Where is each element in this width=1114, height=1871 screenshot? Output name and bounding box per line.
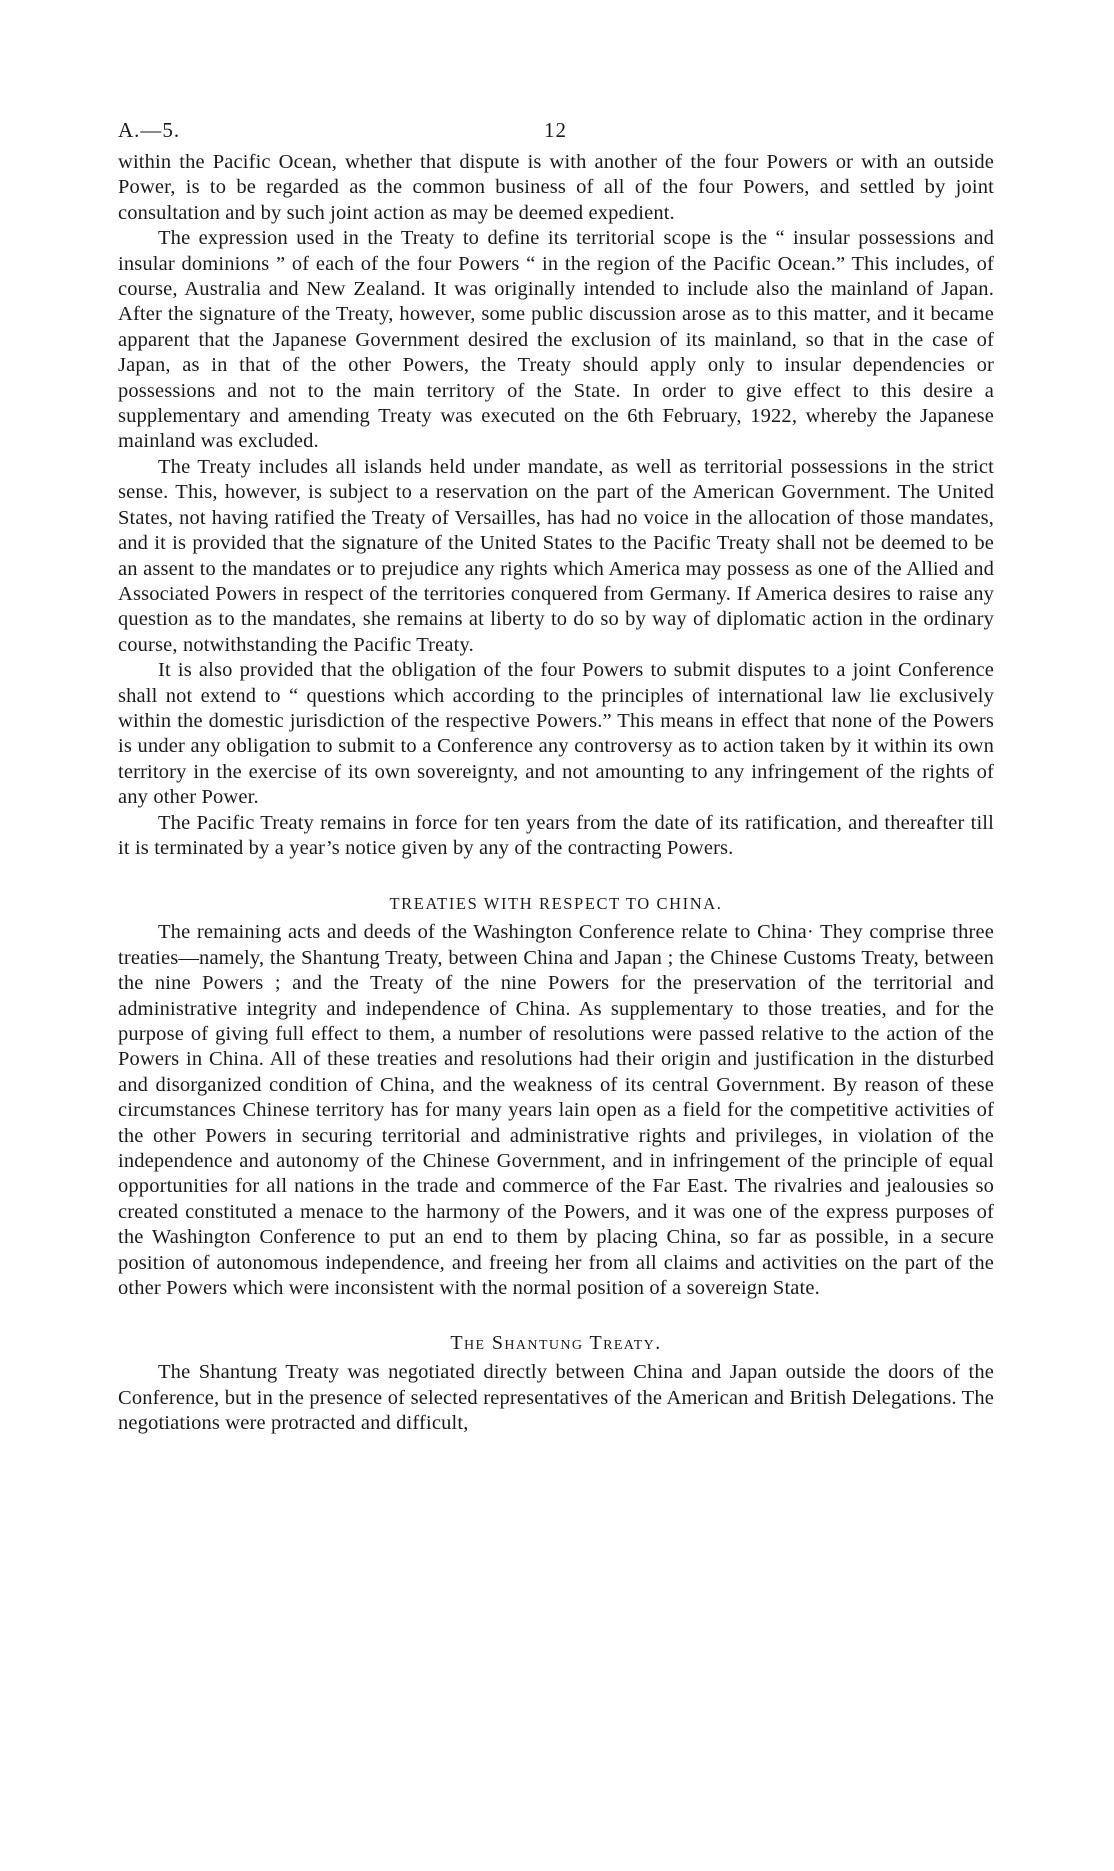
document-page	[118, 118, 994, 1437]
document-reference: A.—5.	[118, 118, 181, 142]
paragraph-territorial-scope: The expression used in the Treaty to define its territorial scope is the “ insular possessions and insular dominions ” of each of the four Powers “ in the region of the Pacific Ocean.” This includes, of course, Australia and New Zealand. It was originally intended to include also the mainland of Japan. After the signature of the Treaty, however, some public discussion arose as to this matter, and it became apparent that the Japanese Government desired the exclusion of its mainland, so that in the case of Japan, as in that of the other Powers, the Treaty should apply only to insular dependencies or possessions and not to the main territory of the State. In order to give effect to this desire a supplementary and amending Treaty was executed on the 6th February, 1922, whereby the Japanese mainland was excluded.	[118, 227, 994, 453]
page-number: 12	[544, 118, 567, 142]
section-heading-china: TREATIES WITH RESPECT TO CHINA.	[389, 894, 723, 914]
page-header	[118, 118, 994, 150]
section-heading-shantung: The Shantung Treaty.	[450, 1332, 662, 1355]
paragraph-continuation: within the Pacific Ocean, whether that dispute is with another of the four Powers or with an outside Power, is to be regarded as the common business of all of the four Powers, and settled by joint consultation and by such joint action as may be deemed expedient.	[118, 151, 994, 224]
paragraph-domestic-jurisdiction: It is also provided that the obligation of the four Powers to submit disputes to a joint Conference shall not extend to “ questions which according to the principles of international law lie exclusively within the domestic jurisdiction of the respective Powers.” This means in effect that none of the Powers is under any obligation to submit to a Conference any controversy as to action taken by it within its own territory in the exercise of its own sovereignty, and not amounting to any infringement of the rights of any other Power.	[118, 659, 994, 809]
paragraph-mandates: The Treaty includes all islands held under mandate, as well as territorial possessions in the strict sense. This, however, is subject to a reservation on the part of the American Government. The United States, not having ratified the Treaty of Versailles, has had no voice in the allocation of those mandates, and it is provided that the signature of the United States to the Pacific Treaty shall not be deemed to be an assent to the mandates or to prejudice any rights which America may possess as one of the Allied and Associated Powers in respect of the territories conquered from Germany. If America desires to raise any question as to the mandates, she remains at liberty to do so by way of diplomatic action in the ordinary course, notwithstanding the Pacific Treaty.	[118, 455, 994, 656]
paragraph-treaty-duration: The Pacific Treaty remains in force for ten years from the date of its ratification, and thereafter till it is terminated by a year’s notice given by any of the contracting Powers.	[118, 811, 994, 859]
paragraph-shantung: The Shantung Treaty was negotiated directly between China and Japan outside the doors of the Conference, but in the presence of selected representatives of the American and British Delegations. The negotiations were protracted and difficult,	[118, 1361, 994, 1435]
paragraph-china: The remaining acts and deeds of the Washington Conference relate to China· They comprise three treaties—namely, the Shantung Treaty, between China and Japan ; the Chinese Customs Treaty, between the nine Powers ; and the Treaty of the nine Powers for the preservation of the territorial and administrative integrity and independence of China. As supplementary to those treaties, and for the purpose of giving full effect to them, a number of resolutions were passed relative to the action of the Powers in China. All of these treaties and resolutions had their origin and justification in the disturbed and disorganized condition of China, and the weakness of its central Government. By reason of these circumstances Chinese territory has for many years lain open as a field for the competitive activities of the other Powers in securing territorial and administrative rights and privileges, in violation of the independence and autonomy of the Chinese Government, and in infringement of the principle of equal opportunities for all nations in the trade and commerce of the Far East. The rivalries and jealousies so created constituted a menace to the harmony of the Powers, and it was one of the express purposes of the Washington Conference to put an end to them by placing China, so far as possible, in a secure position of autonomous independence, and freeing her from all claims and activities on the part of the other Powers which were inconsistent with the normal position of a sovereign State.	[118, 921, 994, 1300]
